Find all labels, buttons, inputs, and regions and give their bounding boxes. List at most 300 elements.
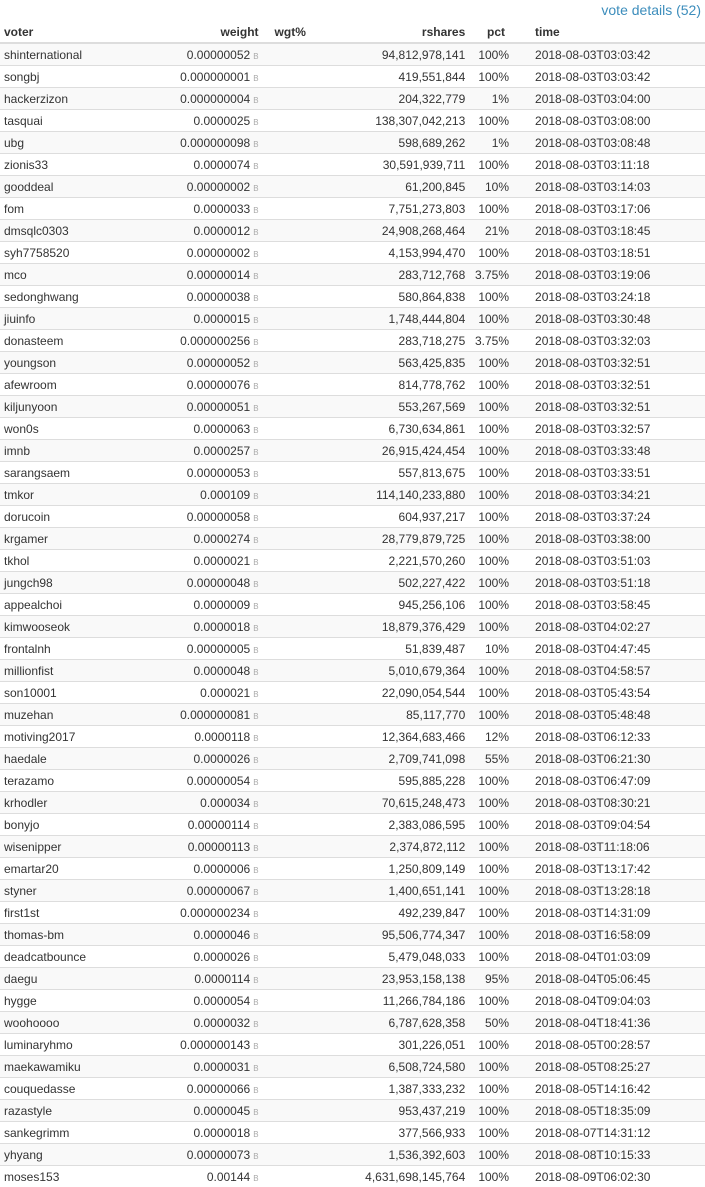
weight-cell (126, 880, 262, 902)
weight-value: 0.00000052 (187, 48, 250, 62)
voter-cell[interactable]: woohoooo (0, 1012, 126, 1034)
weight-unit-label: B (253, 1086, 258, 1095)
voter-cell[interactable]: yhyang (0, 1144, 126, 1166)
pct-cell: 100% (469, 462, 523, 484)
pct-cell: 95% (469, 968, 523, 990)
table-row (0, 946, 705, 968)
weight-cell (126, 814, 262, 836)
weight-unit-label: B (253, 96, 258, 105)
rshares-cell: 6,730,634,861 (325, 418, 470, 440)
pct-cell: 100% (469, 418, 523, 440)
table-row (0, 704, 705, 726)
weight-value: 0.0000063 (193, 422, 250, 436)
wgt-pct-cell (263, 198, 325, 220)
weight-value: 0.00000038 (187, 290, 250, 304)
table-row (0, 440, 705, 462)
weight-value: 0.00000076 (187, 378, 250, 392)
weight-cell (126, 242, 262, 264)
rshares-cell: 604,937,217 (325, 506, 470, 528)
voter-cell[interactable]: appealchoi (0, 594, 126, 616)
weight-unit-label: B (253, 778, 258, 787)
weight-value: 0.0000012 (193, 224, 250, 238)
table-row (0, 418, 705, 440)
column-header-weight[interactable]: weight (126, 22, 262, 43)
wgt-pct-cell (263, 154, 325, 176)
rshares-cell: 814,778,762 (325, 374, 470, 396)
weight-value: 0.00000066 (187, 1082, 250, 1096)
weight-cell (126, 704, 262, 726)
time-cell: 2018-08-03T03:32:57 (523, 418, 705, 440)
wgt-pct-cell (263, 1144, 325, 1166)
voter-cell[interactable]: sedonghwang (0, 286, 126, 308)
weight-value: 0.0000015 (193, 312, 250, 326)
voter-cell[interactable]: tkhol (0, 550, 126, 572)
weight-unit-label: B (253, 360, 258, 369)
weight-unit-label: B (253, 118, 258, 127)
table-header-row (0, 22, 705, 43)
time-cell: 2018-08-05T18:35:09 (523, 1100, 705, 1122)
table-row (0, 286, 705, 308)
column-header-voter[interactable]: voter (0, 22, 126, 43)
pct-cell: 100% (469, 946, 523, 968)
weight-unit-label: B (253, 404, 258, 413)
weight-unit-label: B (253, 602, 258, 611)
weight-unit-label: B (253, 690, 258, 699)
table-row (0, 1078, 705, 1100)
time-cell: 2018-08-05T14:16:42 (523, 1078, 705, 1100)
voter-cell[interactable]: jungch98 (0, 572, 126, 594)
wgt-pct-cell (263, 484, 325, 506)
weight-unit-label: B (253, 1174, 258, 1183)
rshares-cell: 2,709,741,098 (325, 748, 470, 770)
table-row (0, 1122, 705, 1144)
voter-cell[interactable]: tasquai (0, 110, 126, 132)
weight-value: 0.0000257 (193, 444, 250, 458)
rshares-cell: 553,267,569 (325, 396, 470, 418)
wgt-pct-cell (263, 814, 325, 836)
rshares-cell: 492,239,847 (325, 902, 470, 924)
rshares-cell: 283,712,768 (325, 264, 470, 286)
pct-cell: 100% (469, 990, 523, 1012)
weight-value: 0.0000274 (193, 532, 250, 546)
table-row (0, 132, 705, 154)
pct-cell: 100% (469, 484, 523, 506)
voter-cell[interactable]: krgamer (0, 528, 126, 550)
weight-cell (126, 506, 262, 528)
weight-cell (126, 154, 262, 176)
weight-unit-label: B (253, 910, 258, 919)
weight-value: 0.0000033 (193, 202, 250, 216)
time-cell: 2018-08-03T03:24:18 (523, 286, 705, 308)
voter-cell[interactable]: sankegrimm (0, 1122, 126, 1144)
rshares-cell: 502,227,422 (325, 572, 470, 594)
wgt-pct-cell (263, 946, 325, 968)
rshares-cell: 580,864,838 (325, 286, 470, 308)
weight-cell (126, 528, 262, 550)
weight-unit-label: B (253, 756, 258, 765)
time-cell: 2018-08-03T05:43:54 (523, 682, 705, 704)
voter-cell[interactable]: razastyle (0, 1100, 126, 1122)
time-cell: 2018-08-04T18:41:36 (523, 1012, 705, 1034)
rshares-cell: 4,153,994,470 (325, 242, 470, 264)
weight-value: 0.0000074 (193, 158, 250, 172)
rshares-cell: 12,364,683,466 (325, 726, 470, 748)
pct-cell: 100% (469, 770, 523, 792)
weight-unit-label: B (253, 448, 258, 457)
table-row (0, 198, 705, 220)
wgt-pct-cell (263, 1012, 325, 1034)
pct-cell: 100% (469, 110, 523, 132)
voter-cell[interactable]: millionfist (0, 660, 126, 682)
weight-value: 0.00000051 (187, 400, 250, 414)
time-cell: 2018-08-03T03:37:24 (523, 506, 705, 528)
rshares-cell: 94,812,978,141 (325, 43, 470, 66)
weight-value: 0.000000143 (180, 1038, 250, 1052)
weight-value: 0.00000073 (187, 1148, 250, 1162)
wgt-pct-cell (263, 770, 325, 792)
table-row (0, 242, 705, 264)
weight-cell (126, 418, 262, 440)
weight-value: 0.00000002 (187, 180, 250, 194)
weight-value: 0.000000081 (180, 708, 250, 722)
time-cell: 2018-08-04T09:04:03 (523, 990, 705, 1012)
weight-value: 0.00000114 (188, 818, 251, 832)
time-cell: 2018-08-03T03:18:51 (523, 242, 705, 264)
pct-cell: 100% (469, 396, 523, 418)
voter-cell[interactable]: son10001 (0, 682, 126, 704)
pct-cell: 21% (469, 220, 523, 242)
weight-unit-label: B (253, 74, 258, 83)
weight-value: 0.0000031 (193, 1060, 250, 1074)
table-row (0, 220, 705, 242)
pct-cell: 100% (469, 660, 523, 682)
weight-value: 0.0000018 (193, 1126, 250, 1140)
wgt-pct-cell (263, 1078, 325, 1100)
weight-value: 0.0000018 (193, 620, 250, 634)
weight-unit-label: B (253, 822, 258, 831)
weight-cell (126, 792, 262, 814)
weight-value: 0.000109 (200, 488, 250, 502)
voter-cell[interactable]: jiuinfo (0, 308, 126, 330)
column-header-rshares[interactable]: rshares (325, 22, 470, 43)
weight-value: 0.0000046 (193, 928, 250, 942)
wgt-pct-cell (263, 1056, 325, 1078)
rshares-cell: 1,748,444,804 (325, 308, 470, 330)
voter-cell[interactable]: luminaryhmo (0, 1034, 126, 1056)
weight-value: 0.00000014 (187, 268, 250, 282)
weight-cell (126, 836, 262, 858)
voter-cell[interactable]: afewroom (0, 374, 126, 396)
wgt-pct-cell (263, 88, 325, 110)
time-cell: 2018-08-03T03:34:21 (523, 484, 705, 506)
wgt-pct-cell (263, 660, 325, 682)
time-cell: 2018-08-03T06:21:30 (523, 748, 705, 770)
voter-cell[interactable]: krhodler (0, 792, 126, 814)
weight-value: 0.0000032 (193, 1016, 250, 1030)
voter-cell[interactable]: moses153 (0, 1166, 126, 1187)
weight-unit-label: B (253, 1130, 258, 1139)
rshares-cell: 26,915,424,454 (325, 440, 470, 462)
wgt-pct-cell (263, 286, 325, 308)
voter-cell[interactable]: gooddeal (0, 176, 126, 198)
weight-unit-label: B (253, 52, 258, 61)
time-cell: 2018-08-03T03:03:42 (523, 66, 705, 88)
weight-cell (126, 286, 262, 308)
pct-cell: 100% (469, 1078, 523, 1100)
time-cell: 2018-08-03T04:02:27 (523, 616, 705, 638)
voter-cell[interactable]: hygge (0, 990, 126, 1012)
pct-cell: 100% (469, 704, 523, 726)
time-cell: 2018-08-03T06:47:09 (523, 770, 705, 792)
wgt-pct-cell (263, 902, 325, 924)
rshares-cell: 1,387,333,232 (325, 1078, 470, 1100)
weight-value: 0.000000004 (180, 92, 250, 106)
weight-cell (126, 770, 262, 792)
rshares-cell: 22,090,054,544 (325, 682, 470, 704)
pct-cell: 1% (469, 88, 523, 110)
weight-cell (126, 88, 262, 110)
weight-cell (126, 440, 262, 462)
voter-cell[interactable]: couquedasse (0, 1078, 126, 1100)
voter-cell[interactable]: songbj (0, 66, 126, 88)
pct-cell: 100% (469, 286, 523, 308)
voter-cell[interactable]: motiving2017 (0, 726, 126, 748)
voter-cell[interactable]: first1st (0, 902, 126, 924)
table-row (0, 858, 705, 880)
table-row (0, 1056, 705, 1078)
voter-cell[interactable]: terazamo (0, 770, 126, 792)
weight-unit-label: B (253, 492, 258, 501)
weight-cell (126, 1166, 262, 1187)
wgt-pct-cell (263, 528, 325, 550)
wgt-pct-cell (263, 594, 325, 616)
rshares-cell: 6,787,628,358 (325, 1012, 470, 1034)
time-cell: 2018-08-03T03:08:00 (523, 110, 705, 132)
pct-cell: 1% (469, 132, 523, 154)
voter-cell[interactable]: fom (0, 198, 126, 220)
weight-cell (126, 198, 262, 220)
weight-unit-label: B (253, 316, 258, 325)
wgt-pct-cell (263, 308, 325, 330)
voter-cell[interactable]: imnb (0, 440, 126, 462)
weight-cell (126, 1100, 262, 1122)
pct-cell: 100% (469, 682, 523, 704)
voter-cell[interactable]: haedale (0, 748, 126, 770)
weight-cell (126, 990, 262, 1012)
rshares-cell: 204,322,779 (325, 88, 470, 110)
time-cell: 2018-08-03T03:51:18 (523, 572, 705, 594)
voter-cell[interactable]: bonyjo (0, 814, 126, 836)
weight-value: 0.0000026 (193, 752, 250, 766)
pct-cell: 100% (469, 836, 523, 858)
weight-cell (126, 1012, 262, 1034)
weight-value: 0.00000052 (187, 356, 250, 370)
time-cell: 2018-08-03T16:58:09 (523, 924, 705, 946)
voter-cell[interactable]: won0s (0, 418, 126, 440)
wgt-pct-cell (263, 968, 325, 990)
weight-cell (126, 924, 262, 946)
weight-unit-label: B (253, 1108, 258, 1117)
voter-cell[interactable]: tmkor (0, 484, 126, 506)
rshares-cell: 51,839,487 (325, 638, 470, 660)
weight-unit-label: B (253, 338, 258, 347)
time-cell: 2018-08-03T03:58:45 (523, 594, 705, 616)
table-row (0, 1012, 705, 1034)
time-cell: 2018-08-03T03:17:06 (523, 198, 705, 220)
rshares-cell: 283,718,275 (325, 330, 470, 352)
voter-cell[interactable]: ubg (0, 132, 126, 154)
table-row (0, 660, 705, 682)
time-cell: 2018-08-03T03:32:51 (523, 374, 705, 396)
voter-cell[interactable]: donasteem (0, 330, 126, 352)
weight-unit-label: B (253, 536, 258, 545)
column-header-time[interactable]: time (523, 22, 705, 43)
weight-unit-label: B (253, 250, 258, 259)
table-row (0, 176, 705, 198)
voter-cell[interactable]: deadcatbounce (0, 946, 126, 968)
time-cell: 2018-08-03T03:32:51 (523, 352, 705, 374)
column-header-pct[interactable]: pct (469, 22, 523, 43)
wgt-pct-cell (263, 572, 325, 594)
weight-unit-label: B (253, 514, 258, 523)
time-cell: 2018-08-05T08:25:27 (523, 1056, 705, 1078)
voter-cell[interactable]: youngson (0, 352, 126, 374)
time-cell: 2018-08-03T03:18:45 (523, 220, 705, 242)
pct-cell: 100% (469, 154, 523, 176)
voter-cell[interactable]: mco (0, 264, 126, 286)
wgt-pct-cell (263, 638, 325, 660)
weight-cell (126, 132, 262, 154)
voter-cell[interactable]: styner (0, 880, 126, 902)
voter-cell[interactable]: zionis33 (0, 154, 126, 176)
weight-cell (126, 43, 262, 66)
vote-details-link[interactable]: vote details (52) (601, 2, 701, 18)
wgt-pct-cell (263, 132, 325, 154)
voter-cell[interactable]: maekawamiku (0, 1056, 126, 1078)
pct-cell: 100% (469, 1056, 523, 1078)
rshares-cell: 419,551,844 (325, 66, 470, 88)
wgt-pct-cell (263, 1122, 325, 1144)
time-cell: 2018-08-03T03:19:06 (523, 264, 705, 286)
wgt-pct-cell (263, 396, 325, 418)
table-row (0, 1144, 705, 1166)
wgt-pct-cell (263, 836, 325, 858)
weight-cell (126, 462, 262, 484)
wgt-pct-cell (263, 616, 325, 638)
wgt-pct-cell (263, 43, 325, 66)
time-cell: 2018-08-03T14:31:09 (523, 902, 705, 924)
weight-unit-label: B (253, 668, 258, 677)
time-cell: 2018-08-03T03:33:51 (523, 462, 705, 484)
voter-cell[interactable]: emartar20 (0, 858, 126, 880)
rshares-cell: 598,689,262 (325, 132, 470, 154)
weight-cell (126, 616, 262, 638)
rshares-cell: 557,813,675 (325, 462, 470, 484)
voter-cell[interactable]: kiljunyoon (0, 396, 126, 418)
pct-cell: 100% (469, 616, 523, 638)
weight-unit-label: B (253, 932, 258, 941)
time-cell: 2018-08-03T05:48:48 (523, 704, 705, 726)
weight-unit-label: B (253, 426, 258, 435)
weight-value: 0.000021 (200, 686, 250, 700)
pct-cell: 100% (469, 242, 523, 264)
weight-cell (126, 550, 262, 572)
time-cell: 2018-08-03T04:58:57 (523, 660, 705, 682)
voter-cell[interactable]: muzehan (0, 704, 126, 726)
table-row (0, 682, 705, 704)
weight-cell (126, 1056, 262, 1078)
weight-value: 0.0000118 (194, 730, 250, 744)
rshares-cell: 2,221,570,260 (325, 550, 470, 572)
rshares-cell: 1,400,651,141 (325, 880, 470, 902)
column-header-wgt-pct[interactable]: wgt% (263, 22, 325, 43)
voter-cell[interactable]: syh7758520 (0, 242, 126, 264)
pct-cell: 100% (469, 1144, 523, 1166)
table-row (0, 748, 705, 770)
wgt-pct-cell (263, 352, 325, 374)
voter-cell[interactable]: hackerzizon (0, 88, 126, 110)
pct-cell: 10% (469, 638, 523, 660)
weight-cell (126, 396, 262, 418)
table-row (0, 308, 705, 330)
voter-cell[interactable]: shinternational (0, 43, 126, 66)
time-cell: 2018-08-03T03:03:42 (523, 43, 705, 66)
weight-value: 0.0000009 (193, 598, 250, 612)
voter-cell[interactable]: frontalnh (0, 638, 126, 660)
wgt-pct-cell (263, 1100, 325, 1122)
rshares-cell: 1,250,809,149 (325, 858, 470, 880)
wgt-pct-cell (263, 858, 325, 880)
weight-cell (126, 858, 262, 880)
weight-unit-label: B (253, 888, 258, 897)
voter-cell[interactable]: dorucoin (0, 506, 126, 528)
rshares-cell: 11,266,784,186 (325, 990, 470, 1012)
table-row (0, 352, 705, 374)
voter-cell[interactable]: dmsqlc0303 (0, 220, 126, 242)
weight-value: 0.0000045 (193, 1104, 250, 1118)
time-cell: 2018-08-03T03:04:00 (523, 88, 705, 110)
table-row (0, 88, 705, 110)
time-cell: 2018-08-09T06:02:30 (523, 1166, 705, 1187)
voter-cell[interactable]: thomas-bm (0, 924, 126, 946)
weight-cell (126, 308, 262, 330)
rshares-cell: 5,479,048,033 (325, 946, 470, 968)
weight-unit-label: B (253, 1064, 258, 1073)
rshares-cell: 7,751,273,803 (325, 198, 470, 220)
time-cell: 2018-08-03T03:38:00 (523, 528, 705, 550)
weight-value: 0.0000026 (193, 950, 250, 964)
voter-cell[interactable]: wisenipper (0, 836, 126, 858)
voter-cell[interactable]: sarangsaem (0, 462, 126, 484)
voter-cell[interactable]: daegu (0, 968, 126, 990)
table-row (0, 506, 705, 528)
weight-value: 0.0000006 (193, 862, 250, 876)
time-cell: 2018-08-03T04:47:45 (523, 638, 705, 660)
weight-value: 0.00000113 (188, 840, 251, 854)
time-cell: 2018-08-03T03:51:03 (523, 550, 705, 572)
weight-unit-label: B (253, 954, 258, 963)
wgt-pct-cell (263, 220, 325, 242)
weight-cell (126, 110, 262, 132)
table-row (0, 572, 705, 594)
weight-cell (126, 594, 262, 616)
rshares-cell: 945,256,106 (325, 594, 470, 616)
weight-unit-label: B (253, 998, 258, 1007)
voter-cell[interactable]: kimwooseok (0, 616, 126, 638)
weight-value: 0.0000114 (194, 972, 250, 986)
weight-cell (126, 902, 262, 924)
rshares-cell: 85,117,770 (325, 704, 470, 726)
